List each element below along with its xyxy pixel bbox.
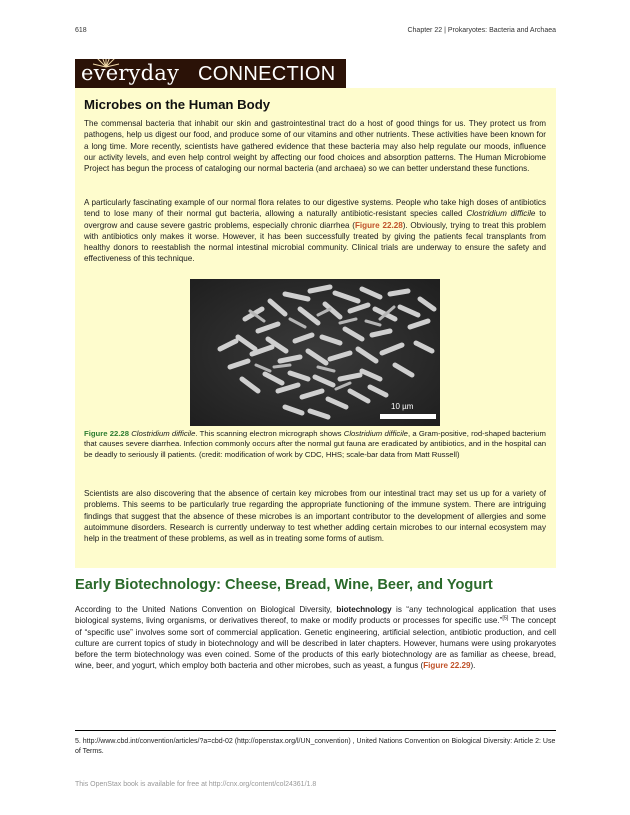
- figure-22-29-link[interactable]: Figure 22.29: [423, 661, 471, 671]
- text-run: is “any technological application that uses biological systems, living organisms, or derivatives thereof, to make or modify products or processes for specific use.”: [75, 605, 556, 626]
- figure-label: Figure 22.28: [84, 429, 129, 438]
- text-run: ).: [470, 661, 476, 671]
- section-heading: Early Biotechnology: Cheese, Bread, Wine, Beer, and Yogurt: [75, 577, 493, 593]
- feature-paragraph-2: [84, 197, 546, 265]
- text-run: ). Obviously, trying to treat this problem with antibiotics only makes it worse. However, it has been successfully treated by giving the patients fecal transplants from healthy donors to reestablish the normal intestinal microbial community. Clinical trials are underway to ensure the safety and effectiveness of this technique.: [84, 220, 546, 264]
- figure-caption: [84, 429, 546, 460]
- text-run: A particularly fascinating example of our normal flora relates to our digestive systems. People who take high doses of antibiotics tend to lose many of their normal gut bacteria, allowing a naturally antibiotic-resistant species called: [84, 198, 546, 219]
- feature-paragraph-1: The commensal bacteria that inhabit our skin and gastrointestinal tract do a host of good things for us. They protect us from pathogens, help us digest our food, and produce some of our vitamins and other nutrients. These activities have been known for a long time. More recently, scientists have gathered evidence that these bacteria may also help regulate our moods, influence our activity levels, and even help control weight by affecting our food choices and absorption patterns. The Human Microbiome Project has begun the process of cataloging our normal bacteria (and archaea) so we can better understand these functions.: [84, 119, 546, 174]
- banner-connection-text: CONNECTION: [198, 63, 336, 85]
- figure-22-28-link[interactable]: Figure 22.28: [354, 220, 403, 230]
- species-name: Clostridium difficile: [343, 429, 408, 438]
- feature-paragraph-3: Scientists are also discovering that the absence of certain key microbes from our intestinal tract may set us up for a variety of problems. This seems to be particularly true regarding the appropriate functioning of the immune system. There are intriguing findings that suggest that the absence of these microbes is an important contributor to the development of allergies and some autoimmune disorders. Research is currently underway to test whether adding certain microbes to our internal ecosystem may help in the treatment of these problems, as well as in treating some forms of autism.: [84, 489, 546, 544]
- clostridium-micrograph: [190, 279, 440, 426]
- footnote-marker[interactable]: [5]: [502, 615, 509, 622]
- species-name: Clostridium difficile: [131, 429, 196, 438]
- text-run: , a Gram-positive, rod-shaped bacterium that causes severe diarrhea. Infection commonly occurs after the normal gut fauna are eradicated by antibiotics, and in the hospital can be deadly to seriously ill patients. (credit: modification of work by CDC, HHS; scale-bar data from Matt Russell): [84, 429, 546, 459]
- footnote: 5. http://www.cbd.int/convention/articles/?a=cbd-02 (http://openstax.org/l/UN_convention) , United Nations Convention on Biological Diversity: Article 2: Use of Terms.: [75, 738, 556, 755]
- chapter-title: Chapter 22 | Prokaryotes: Bacteria and Archaea: [407, 27, 556, 34]
- banner-everyday-text: everyday: [81, 61, 180, 85]
- running-header: [0, 27, 630, 39]
- text-run: . This scanning electron micrograph shows: [195, 429, 344, 438]
- text-run: to overgrow and cause severe gastric problems, especially chronic diarrhea (: [84, 209, 547, 230]
- body-paragraph: [75, 604, 556, 672]
- text-run: According to the United Nations Convention on Biological Diversity,: [75, 605, 337, 614]
- text-run: The concept of “specific use” involves some sort of commercial application. Genetic engineering, artificial selection, antibiotic production, and cell culture are current topics of study in biotechnology and will be described in later chapters. However, humans were using prokaryotes before the term biotechnology was even coined. Some of the products of this early biotechnology are as familiar as cheese, bread, wine, beer, and yogurt, which employ both bacteria and other microbes, such as yeast, a fungus (: [75, 616, 556, 671]
- page-number: 618: [75, 27, 87, 34]
- everyday-connection-banner: [75, 59, 346, 88]
- footnote-divider: [75, 730, 556, 731]
- scale-bar: [380, 414, 436, 419]
- feature-title: Microbes on the Human Body: [84, 97, 271, 112]
- feature-box: [75, 88, 556, 568]
- key-term: biotechnology: [336, 605, 392, 614]
- page-footer: This OpenStax book is available for free at http://cnx.org/content/col24361/1.8: [75, 781, 317, 788]
- species-name: Clostridium difficile: [466, 209, 536, 219]
- scale-bar-label: 10 µm: [391, 402, 414, 411]
